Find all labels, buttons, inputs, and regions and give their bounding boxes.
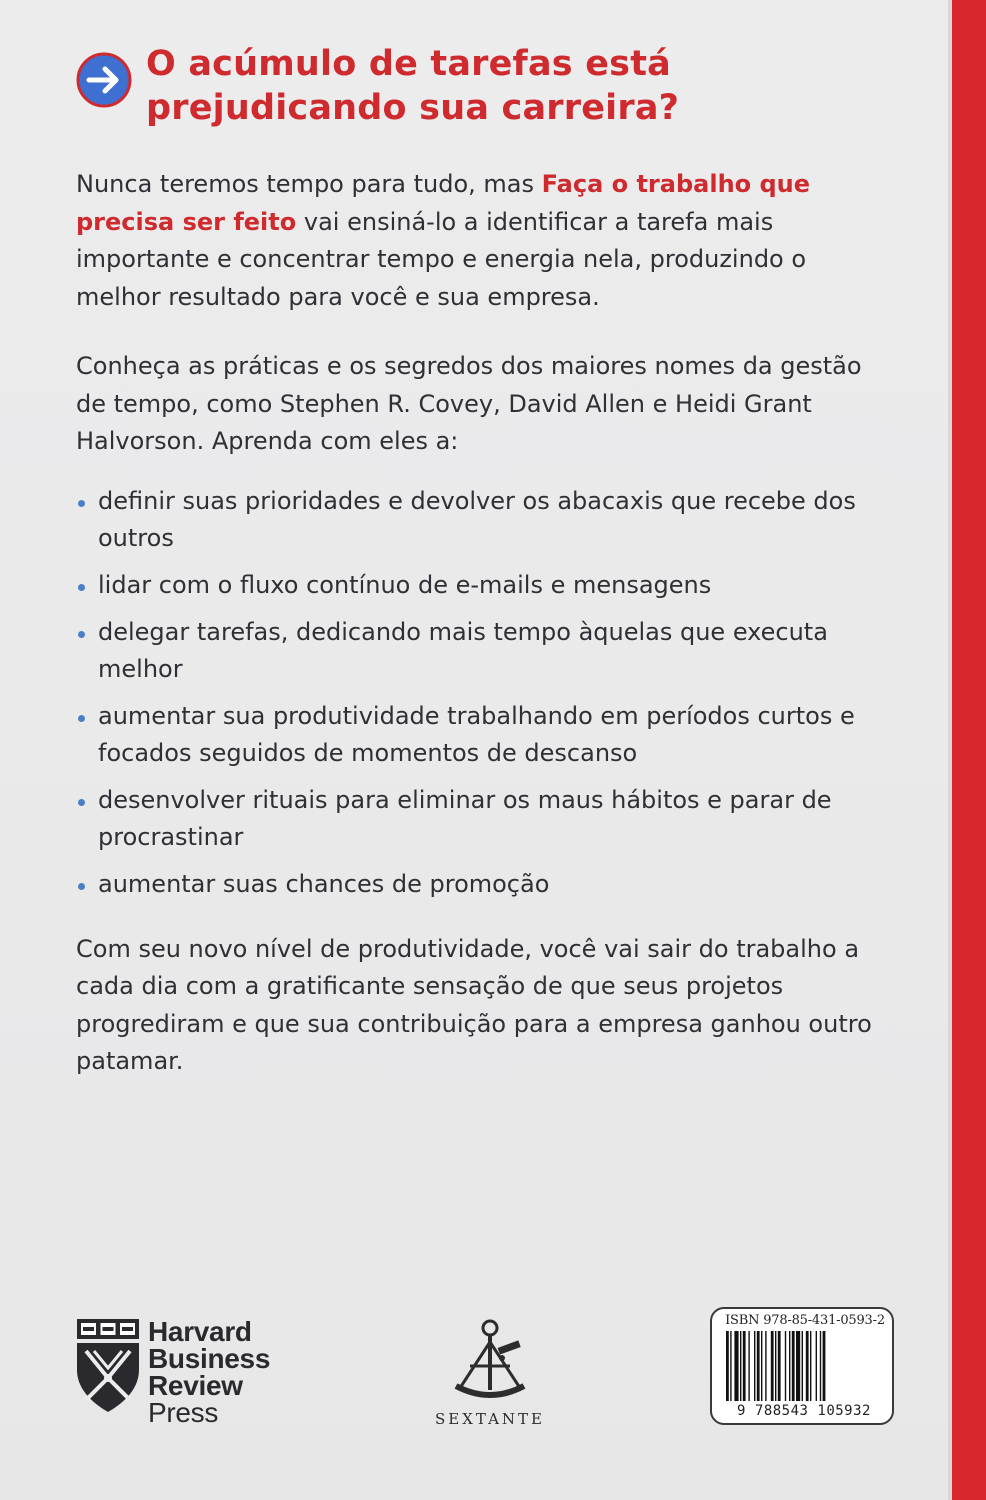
barcode-bar	[743, 1331, 746, 1401]
headline-text	[146, 42, 776, 130]
barcode-bar	[823, 1331, 826, 1401]
closing-paragraph: Com seu novo nível de produtividade, você vai sair do trabalho a cada dia com a gratificante sensação de que seus projetos progrediram e que sua contribuição para a empresa ganhou outro patamar.	[76, 934, 872, 1075]
hbr-wordmark	[148, 1318, 270, 1426]
sextante-label: SEXTANTE	[434, 1410, 545, 1428]
barcode-bar	[771, 1331, 774, 1401]
barcode-bar	[806, 1331, 809, 1401]
spine-red-strip	[952, 0, 986, 1500]
list-item	[76, 567, 896, 604]
barcode-bar	[789, 1331, 790, 1401]
list-item-text: aumentar suas chances de promoção	[98, 869, 550, 898]
intro-before: Nunca teremos tempo para tudo, mas	[76, 170, 542, 198]
barcode-bars	[726, 1331, 882, 1403]
arrow-right-circle-icon	[76, 52, 132, 108]
barcode-bar	[775, 1331, 776, 1401]
barcode-bar	[765, 1331, 766, 1401]
hbr-line-3: Review	[148, 1370, 243, 1401]
list-item-text: desenvolver rituais para eliminar os maus hábitos e parar de procrastinar	[98, 785, 832, 851]
barcode-bar	[820, 1331, 821, 1401]
intro-paragraph	[76, 166, 896, 316]
list-item	[76, 698, 896, 772]
intro-after: vai ensiná-lo a identificar a tarefa mais importante e concentrar tempo e energia nela, produzindo o melhor resultado para você e sua empresa.	[76, 207, 807, 311]
bullet-dot-icon	[78, 715, 85, 722]
barcode-bar	[757, 1331, 760, 1401]
headline	[76, 42, 776, 130]
bullet-dot-icon	[78, 500, 85, 507]
body-text	[76, 166, 896, 1081]
headline-line-1: O acúmulo de tarefas está	[146, 44, 671, 84]
isbn-text: ISBN 978-85-431-0593-2	[725, 1313, 885, 1328]
list-item	[76, 782, 896, 856]
barcode-bar	[802, 1331, 803, 1401]
bullet-dot-icon	[78, 799, 85, 806]
sextant-icon	[440, 1318, 540, 1404]
list-item-text: lidar com o fluxo contínuo de e-mails e mensagens	[98, 570, 712, 599]
barcode-bar	[734, 1331, 738, 1401]
bullet-list	[76, 483, 896, 903]
sextante-logo	[425, 1318, 555, 1438]
barcode-bar	[778, 1331, 781, 1401]
second-paragraph: Conheça as práticas e os segredos dos maiores nomes da gestão de tempo, como Stephen R. Covey, David Allen e Heidi Grant Halvorson. Aprenda com eles a:	[76, 352, 862, 455]
barcode-bar	[740, 1331, 741, 1401]
barcode-digits: 9 788543 105932	[737, 1403, 871, 1419]
barcode-bar	[761, 1331, 762, 1401]
list-item-text: delegar tarefas, dedicando mais tempo àquelas que executa melhor	[98, 617, 828, 683]
bullet-dot-icon	[78, 631, 85, 638]
bullet-dot-icon	[78, 883, 85, 890]
hbr-line-1: Harvard	[148, 1316, 252, 1347]
barcode-bar	[730, 1331, 731, 1401]
isbn-barcode	[710, 1307, 894, 1425]
headline-line-2: prejudicando sua carreira?	[146, 88, 680, 128]
barcode-bar	[785, 1331, 786, 1401]
list-item	[76, 866, 896, 903]
barcode-bar	[816, 1331, 817, 1401]
barcode-bar	[792, 1331, 795, 1401]
list-item	[76, 614, 896, 688]
bullet-dot-icon	[78, 584, 85, 591]
list-item	[76, 483, 896, 557]
barcode-bar	[754, 1331, 755, 1401]
book-title-highlight: Faça o trabalho que precisa ser feito	[76, 170, 811, 236]
barcode-bar	[748, 1331, 749, 1401]
barcode-bar	[726, 1331, 729, 1401]
list-item-text: aumentar sua produtividade trabalhando em períodos curtos e focados seguidos de momentos de descanso	[98, 701, 855, 767]
hbr-line-4: Press	[148, 1397, 219, 1428]
hbr-line-2: Business	[148, 1343, 271, 1374]
barcode-bar	[796, 1331, 800, 1401]
list-item-text: definir suas prioridades e devolver os abacaxis que recebe dos outros	[98, 486, 856, 552]
harvard-business-review-press-logo	[76, 1318, 306, 1433]
harvard-shield-icon	[76, 1318, 140, 1414]
barcode-bar	[810, 1331, 811, 1401]
